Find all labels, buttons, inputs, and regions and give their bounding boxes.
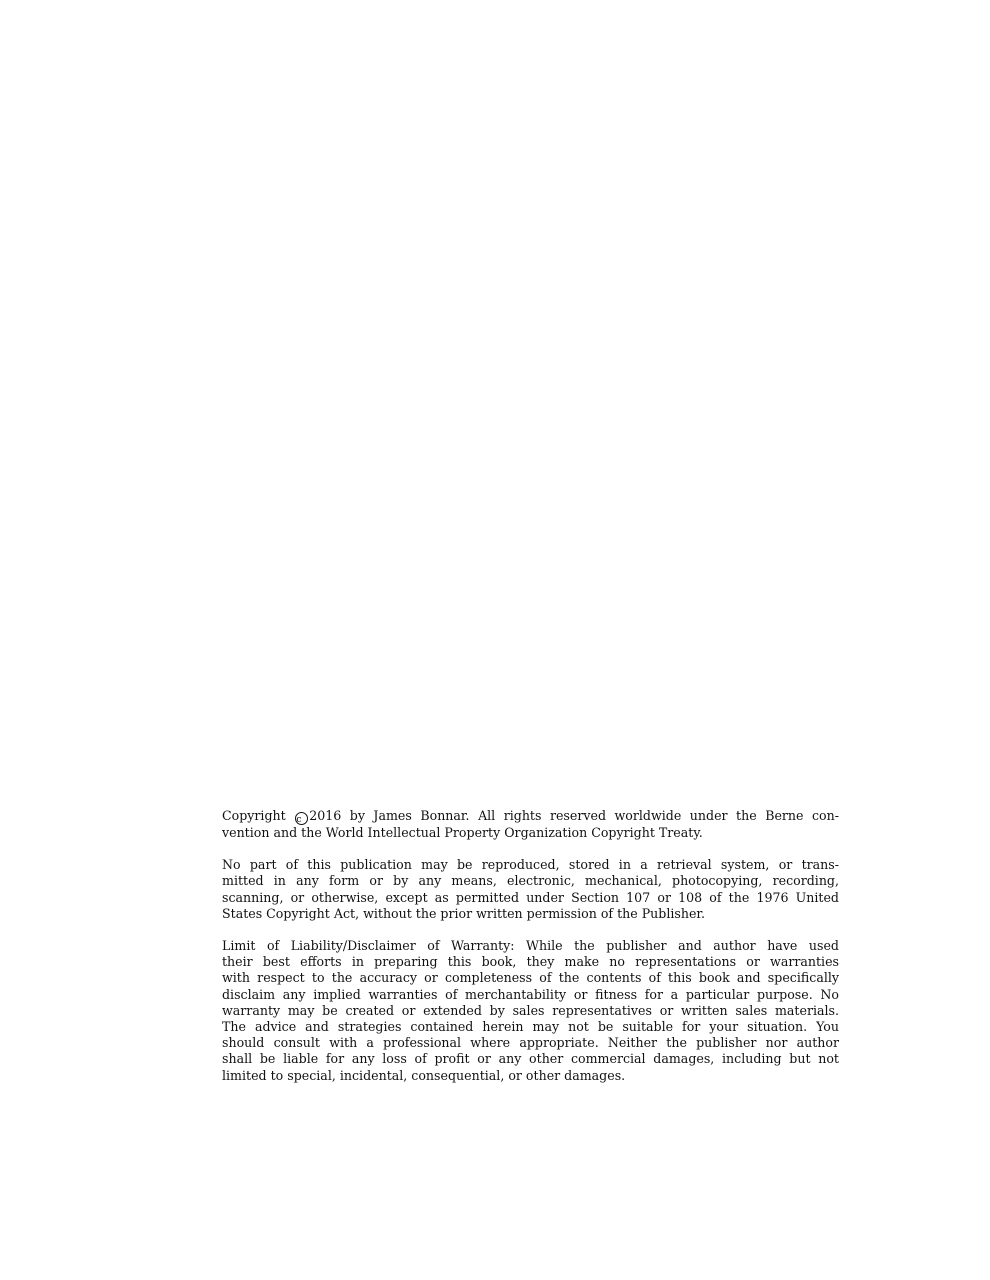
text-line: disclaim any implied warranties of merchantability or fitness for a particular purpose. No [222,986,839,1002]
text-line: should consult with a professional where appropriate. Neither the publisher nor author [222,1035,839,1051]
disclaimer-paragraph [222,938,839,1084]
text-line: Limit of Liability/Disclaimer of Warranty: While the publisher and author have used [222,938,839,954]
text-line: mitted in any form or by any means, electronic, mechanical, photocopying, recording, [222,873,839,889]
copyright-paragraph [222,808,839,841]
reproduction-paragraph [222,857,839,922]
text-line: limited to special, incidental, consequential, or other damages. [222,1067,626,1083]
text-line: scanning, or otherwise, except as permitted under Section 107 or 108 of the 1976 United [222,889,839,905]
text-line: vention and the World Intellectual Property Organization Copyright Treaty. [222,825,703,840]
text-line: with respect to the accuracy or completeness of the contents of this book and specifically [222,970,839,986]
text-line: warranty may be created or extended by sales representatives or written sales materials. [222,1002,839,1018]
text-line: shall be liable for any loss of profit or any other commercial damages, including but not [222,1051,839,1067]
copyright-symbol-icon: c [295,812,308,825]
text-line: No part of this publication may be reproduced, stored in a retrieval system, or trans- [222,857,839,873]
copyright-text: 2016 by James Bonnar. All rights reserved worldwide under the Berne con- [309,808,839,823]
text-line: their best efforts in preparing this book, they make no representations or warranties [222,954,839,970]
text-line [222,808,839,825]
copyright-notice [222,808,839,1100]
text-line: States Copyright Act, without the prior written permission of the Publisher. [222,905,706,921]
text-line: The advice and strategies contained herein may not be suitable for your situation. You [222,1019,839,1035]
copyright-word: Copyright [222,808,286,823]
